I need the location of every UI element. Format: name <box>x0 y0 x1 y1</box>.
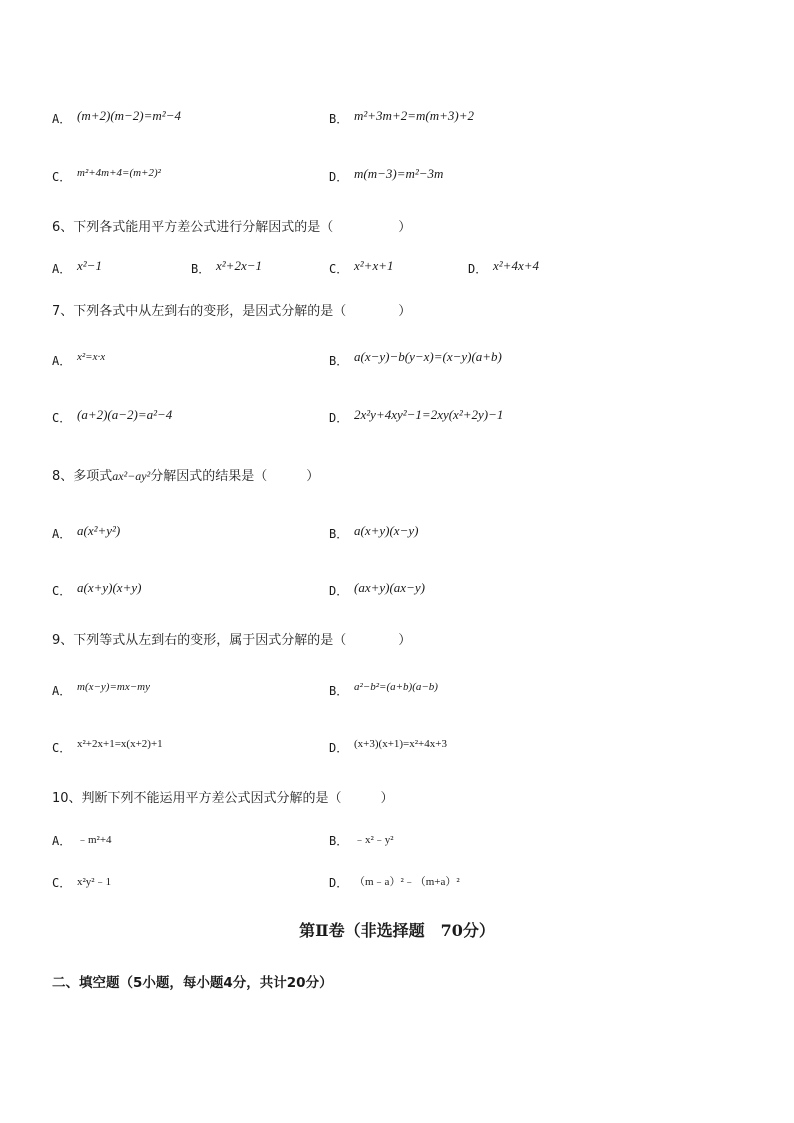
q9-option-a-expr: m(x−y)=mx−my <box>77 681 150 693</box>
q9-option-c-label: C． <box>52 741 72 755</box>
q7-option-b-label: B． <box>329 354 349 368</box>
q6-option-c-expr: x²+x+1 <box>354 258 394 273</box>
q6-option-b-expr: x²+2x−1 <box>216 258 262 273</box>
q10-option-a-expr: ﹣m²+4 <box>77 834 112 846</box>
q10-option-b-expr: ﹣x²﹣y² <box>354 834 394 846</box>
q10-option-d-label: D． <box>329 876 349 890</box>
q9-option-a-label: A． <box>52 684 72 698</box>
q8-option-d-expr: (ax+y)(ax−y) <box>354 580 425 595</box>
q6-stem: 6、下列各式能用平方差公式进行分解因式的是（ ） <box>52 220 412 235</box>
q8-option-a-label: A． <box>52 527 72 541</box>
q10-option-b-label: B． <box>329 834 349 848</box>
q6-option-d-label: D． <box>468 262 488 276</box>
q5-option-c-label: C． <box>52 170 72 184</box>
q10-option-c-expr: x²y²﹣1 <box>77 876 112 888</box>
q9-option-d-expr: (x+3)(x+1)=x²+4x+3 <box>354 738 447 750</box>
q7-option-c-expr: (a+2)(a−2)=a²−4 <box>77 407 173 422</box>
q8-stem-prefix: 8、多项式 <box>52 469 113 484</box>
section-subtitle: 二、填空题（5小题，每小题4分，共计20分） <box>52 975 333 991</box>
q9-stem: 9、下列等式从左到右的变形，属于因式分解的是（ ） <box>52 633 412 648</box>
q6-option-a-label: A． <box>52 262 72 276</box>
q7-option-c-label: C． <box>52 411 72 425</box>
q7-option-d-label: D． <box>329 411 349 425</box>
q8-stem-expr: ax²−ay² <box>112 469 151 483</box>
q10-option-c-label: C． <box>52 876 72 890</box>
q8-option-b-label: B． <box>329 527 349 541</box>
q9-option-b-expr: a²−b²=(a+b)(a−b) <box>354 681 438 693</box>
section-title: 第Ⅱ卷（非选择题 70分） <box>299 921 495 940</box>
q5-option-d-label: D． <box>329 170 349 184</box>
q6-option-b-label: B． <box>191 262 211 276</box>
q5-option-c-expr: m²+4m+4=(m+2)² <box>77 167 161 179</box>
q7-option-b-expr: a(x−y)−b(y−x)=(x−y)(a+b) <box>354 349 502 364</box>
q10-option-d-expr: （m﹣a）²﹣（m+a）² <box>354 876 460 888</box>
q9-option-b-label: B． <box>329 684 349 698</box>
q5-option-d-expr: m(m−3)=m²−3m <box>354 166 444 181</box>
q7-option-a-label: A． <box>52 354 72 368</box>
q8-stem-suffix: 分解因式的结果是（ ） <box>150 469 320 484</box>
q7-option-a-expr: x²=x·x <box>77 351 106 363</box>
q8-option-d-label: D． <box>329 584 349 598</box>
q9-option-d-label: D． <box>329 741 349 755</box>
q9-option-c-expr: x²+2x+1=x(x+2)+1 <box>77 738 163 750</box>
q10-option-a-label: A． <box>52 834 72 848</box>
q8-option-c-expr: a(x+y)(x+y) <box>77 580 142 595</box>
q8-stem <box>52 465 319 484</box>
q10-stem: 10、判断下列不能运用平方差公式因式分解的是（ ） <box>52 791 394 806</box>
q5-option-b-expr: m²+3m+2=m(m+3)+2 <box>354 108 474 123</box>
q8-option-a-expr: a(x²+y²) <box>77 523 121 538</box>
q8-option-b-expr: a(x+y)(x−y) <box>354 523 419 538</box>
q5-option-a-label: A． <box>52 112 72 126</box>
q6-option-c-label: C． <box>329 262 349 276</box>
q5-option-b-label: B． <box>329 112 349 126</box>
q7-option-d-expr: 2x²y+4xy²−1=2xy(x²+2y)−1 <box>354 407 504 422</box>
q8-option-c-label: C． <box>52 584 72 598</box>
q6-option-a-expr: x²−1 <box>77 258 102 273</box>
q5-option-a-expr: (m+2)(m−2)=m²−4 <box>77 108 181 123</box>
q7-stem: 7、下列各式中从左到右的变形，是因式分解的是（ ） <box>52 304 412 319</box>
q6-option-d-expr: x²+4x+4 <box>493 258 539 273</box>
